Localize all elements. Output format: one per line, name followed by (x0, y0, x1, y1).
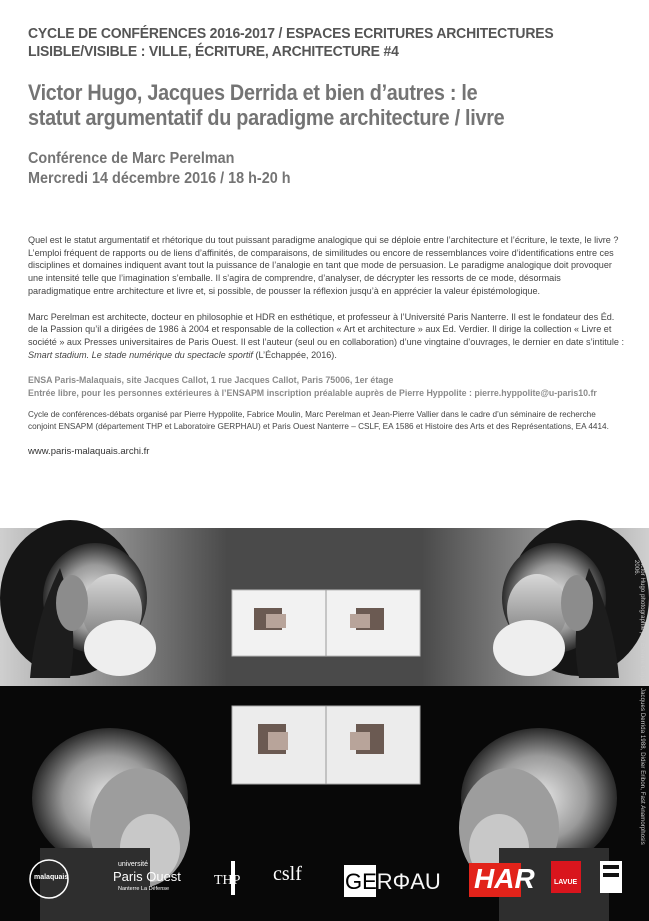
speaker: Conférence de Marc Perelman (28, 150, 235, 167)
lecture-date: Mercredi 14 décembre 2016 / 18 h-20 h (28, 170, 291, 187)
gerphau-logo: GERΦAU (345, 869, 441, 894)
cycle-title (28, 25, 580, 61)
univ-logo-sub: Nanterre La Défense (118, 886, 170, 892)
header (28, 25, 628, 189)
bio-end: (L’Échappée, 2016). (252, 349, 337, 360)
logo-shapes (0, 853, 649, 921)
cycle-line-1: CYCLE DE CONFÉRENCES 2016-2017 / ESPACES ECRITURES ARCHITECTURES (28, 25, 554, 42)
bio-main: Marc Perelman est architecte, docteur en philosophie et HDR en esthétique, et professeur à l’Université Paris Nanterre. Il est le fondateur des Éd. de la Passion qu’il a dirigées de 1986 à 2004 et responsable de la collection « Art et architecture » aux Ed. Verdier. Il dirige la collection « Livre et société » aux Presses universitaires de Paris Ouest. Il est l’auteur (seul ou en collaboration) d’une vingtaine d’ouvrages, le dernier en date s’intitule : (28, 311, 624, 347)
cycle-info: Cycle de conférences-débats organisé par Pierre Hyppolite, Fabrice Moulin, Marc Perelman et Jean-Pierre Vallier dans le cadre d’un séminaire de recherche conjoint ENSAPM (département THP et Laboratoire GERPHAU) et Paris Ouest Nanterre – CSLF, EA 1586 et Histoire des Arts et des Représentations, EA 4414. (28, 410, 609, 431)
logo-bar (0, 853, 649, 921)
lavue-logo: LAVUE (554, 879, 578, 886)
registration-info: Entrée libre, pour les personnes extérieures à l’ENSAPM inscription préalable auprès de Pierre Hyppolite : pierre.hyppolite@u-paris10.fr (28, 387, 597, 398)
open-book-lower (232, 706, 420, 784)
cycle-line-2: LISIBLE/VISIBLE : VILLE, ÉCRITURE, ARCHITECTURE #4 (28, 43, 399, 60)
body-text (28, 234, 624, 459)
title-line-1: Victor Hugo, Jacques Derrida et bien d’autres : le (28, 80, 478, 105)
book-title: Smart stadium. Le stade numérique du spectacle sportif (28, 349, 253, 360)
open-book-upper (232, 590, 420, 656)
univ-logo-top: université (118, 861, 148, 868)
malaquais-logo: malaquais (34, 874, 69, 881)
photo-credit: Victor Hugo photographie par Étienne Carjat • Jacques Derrida 1988, Didier Eribon, Fast Anamorphosis 2006. (633, 560, 645, 845)
lavue-logo-icon (551, 861, 581, 893)
univ-logo: Paris Ouest (113, 869, 181, 884)
venue-info (28, 374, 624, 399)
har-logo: HAR (474, 863, 535, 894)
website-link[interactable]: www.paris-malaquais.archi.fr (28, 446, 150, 458)
title-line-2: statut argumentatif du paradigme architecture / livre (28, 105, 505, 130)
bio-paragraph (28, 311, 624, 362)
lecture-details (28, 149, 568, 189)
lecture-title (28, 80, 568, 130)
cslf-logo: cslf (273, 863, 302, 885)
abstract-paragraph: Quel est le statut argumentatif et rhétorique du tout puissant paradigme analogique qui se déploie entre l’architecture et l’écriture, le texte, le livre ? L’emploi fréquent de rapports ou de liens d’affinités, de comparaisons, de similitudes ou encore de ressemblances voire d’identifications entre ces disciplines et domaines indiquent avant tout la puissance de l’analogie en tant que mode de persuasion. Le paradigme analogique doit provoquer une intensité telle que l’imagination s’emballe. Il s’agira de comprendre, d’analyser, de décrypter les ressorts de ce mode, désormais paradigmatique entre architecture et livre et, si possible, de pousser la réflexion jusqu’à en apprécier la valeur épistémologique. (28, 235, 619, 296)
thp-logo: THP (214, 873, 241, 888)
venue-address: ENSA Paris-Malaquais, site Jacques Callot, 1 rue Jacques Callot, Paris 75006, 1er étage (28, 375, 394, 386)
